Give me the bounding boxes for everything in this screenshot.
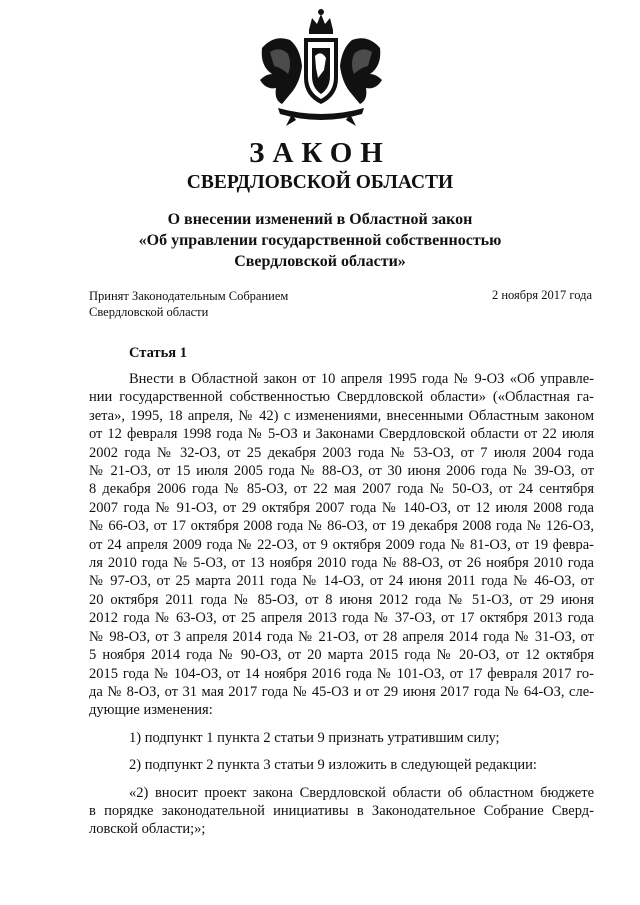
article-item-1 (89, 729, 594, 747)
article-quote-paragraph (89, 784, 594, 839)
text-line: 2007 года № 91-ОЗ, от 29 октября 2007 года № 140-ОЗ, от 12 июля 2008 года (89, 499, 594, 516)
text-line: 2) подпункт 2 пункта 3 статьи 9 изложить в следующей редакции: (129, 757, 537, 774)
article-body (89, 370, 594, 839)
text-line: дующие изменения: (89, 702, 213, 719)
text-line: 5 ноября 2014 года № 90-ОЗ, от 20 марта 2015 года № 20-ОЗ, от 12 октября (89, 647, 594, 664)
text-line: в порядке законодательной инициативы в Законодательное Собрание Сверд- (89, 802, 594, 819)
document-title: ЗАКОН (249, 137, 391, 169)
text-line: зета», 1995, 18 апреля, № 42) с изменениями, внесенными Областным законом (89, 407, 594, 424)
text-line: ловской области;»; (89, 821, 206, 838)
adoption-date: 2 ноября 2017 года (491, 288, 592, 302)
law-name-line: О внесении изменений в Областной закон (167, 211, 473, 228)
law-name (0, 209, 640, 272)
law-name-line: Свердловской области» (234, 253, 406, 270)
coat-of-arms-emblem (252, 8, 390, 128)
text-line: 2002 года № 32-ОЗ, от 25 декабря 2003 года № 53-ОЗ, от 7 июля 2004 года (89, 444, 594, 461)
text-line: 1) подпункт 1 пункта 2 статьи 9 признать утратившим силу; (129, 729, 500, 746)
article-main-paragraph (89, 370, 594, 720)
text-line: от 24 апреля 2009 года № 22-ОЗ, от 9 октября 2009 года № 81-ОЗ, от 19 февра- (89, 536, 594, 553)
text-line: 8 декабря 2006 года № 85-ОЗ, от 22 мая 2007 года № 50-ОЗ, от 24 сентября (89, 481, 594, 498)
adoption-line: Принят Законодательным Собранием (89, 289, 289, 303)
text-line: 20 октября 2011 года № 85-ОЗ, от 8 июня 2012 года № 51-ОЗ, от 29 июня (89, 591, 594, 608)
article-heading: Статья 1 (129, 345, 187, 361)
text-line: 2015 года № 104-ОЗ, от 14 ноября 2016 года № 101-ОЗ, от 17 февраля 2017 го- (89, 665, 594, 682)
text-line: № 66-ОЗ, от 17 октября 2008 года № 86-ОЗ, от 19 декабря 2008 года № 126-ОЗ, (89, 518, 594, 535)
text-line: «2) вносит проект закона Свердловской области об областном бюджете (129, 784, 594, 801)
text-line: да № 8-ОЗ, от 31 мая 2017 года № 45-ОЗ и от 29 июня 2017 года № 64-ОЗ, сле- (89, 683, 594, 700)
adoption-authority (89, 288, 288, 320)
text-line: от 12 февраля 1998 года № 5-ОЗ и Законами Свердловской области от 22 июля (89, 426, 594, 443)
text-line: нии государственной собственностью Свердловской области» («Областная га- (89, 389, 594, 406)
text-line: Внести в Областной закон от 10 апреля 1995 года № 9-ОЗ «Об управле- (129, 371, 594, 387)
document-subtitle: СВЕРДЛОВСКОЙ ОБЛАСТИ (186, 172, 454, 193)
text-line: № 97-ОЗ, от 25 марта 2011 года № 14-ОЗ, от 24 июня 2011 года № 46-ОЗ, от (89, 573, 594, 590)
article-item-2 (89, 756, 594, 774)
text-line: № 98-ОЗ, от 3 апреля 2014 года № 21-ОЗ, от 28 апреля 2014 года № 31-ОЗ, от (89, 628, 594, 645)
text-line: ля 2010 года № 5-ОЗ, от 13 ноября 2010 года № 88-ОЗ, от 26 ноября 2010 года (89, 555, 594, 572)
text-line: № 21-ОЗ, от 15 июля 2005 года № 88-ОЗ, от 30 июня 2006 года № 39-ОЗ, от (89, 463, 594, 480)
text-line: 2012 года № 63-ОЗ, от 25 апреля 2013 года № 37-ОЗ, от 17 октября 2013 года (89, 610, 594, 627)
law-name-line: «Об управлении государственной собственностью (138, 232, 502, 249)
adoption-line: Свердловской области (89, 305, 209, 319)
